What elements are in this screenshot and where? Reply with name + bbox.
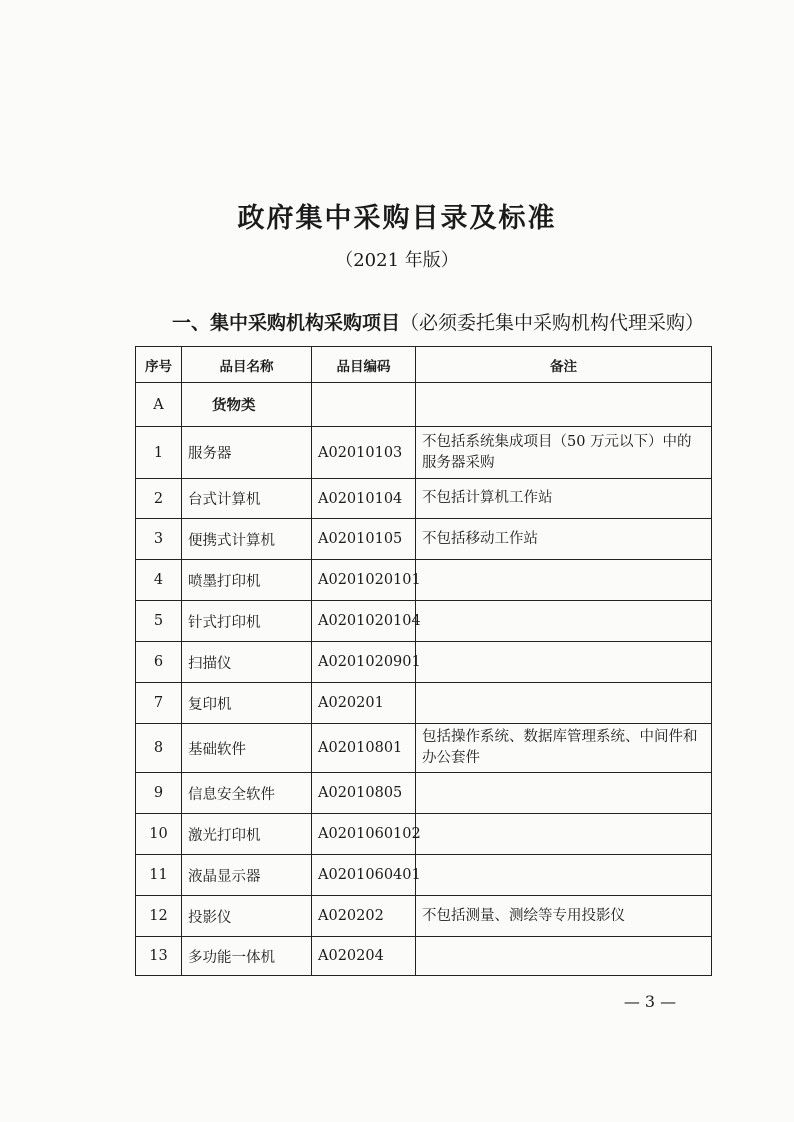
row-note [416, 683, 712, 724]
table-row [136, 642, 712, 683]
row-item-code: A020204 [312, 937, 416, 976]
table-header-row [136, 347, 712, 383]
row-item-name: 复印机 [182, 683, 312, 724]
page-number: — 3 — [623, 992, 677, 1011]
row-item-code: A0201060102 [312, 814, 416, 855]
section-head-text: 一、集中采购机构采购项目 [172, 312, 401, 334]
category-name: 货物类 [182, 383, 312, 427]
row-item-code: A02010801 [312, 724, 416, 773]
section-heading [172, 308, 772, 335]
row-item-name: 台式计算机 [182, 479, 312, 519]
row-item-name: 扫描仪 [182, 642, 312, 683]
row-note [416, 560, 712, 601]
row-seq: 3 [136, 519, 182, 560]
table-row [136, 937, 712, 976]
row-note: 不包括测量、测绘等专用投影仪 [416, 896, 712, 937]
table-row [136, 896, 712, 937]
row-seq: 4 [136, 560, 182, 601]
row-note [416, 642, 712, 683]
row-seq: 2 [136, 479, 182, 519]
row-seq: 13 [136, 937, 182, 976]
row-note: 不包括系统集成项目（50 万元以下）中的服务器采购 [416, 427, 712, 479]
row-seq: 5 [136, 601, 182, 642]
header-note: 备注 [416, 347, 712, 383]
row-item-code: A020202 [312, 896, 416, 937]
row-note [416, 814, 712, 855]
row-item-name: 便携式计算机 [182, 519, 312, 560]
category-code [312, 383, 416, 427]
row-note [416, 937, 712, 976]
row-note: 不包括移动工作站 [416, 519, 712, 560]
row-item-name: 投影仪 [182, 896, 312, 937]
document-title: 政府集中采购目录及标准 [237, 203, 557, 234]
row-seq: 9 [136, 773, 182, 814]
section-note-text: （必须委托集中采购机构代理采购） [400, 312, 705, 334]
row-item-code: A0201020104 [312, 601, 416, 642]
table-row [136, 683, 712, 724]
category-note [416, 383, 712, 427]
row-item-name: 基础软件 [182, 724, 312, 773]
table-row [136, 773, 712, 814]
row-item-name: 多功能一体机 [182, 937, 312, 976]
table-row [136, 479, 712, 519]
row-seq: 11 [136, 855, 182, 896]
row-note: 包括操作系统、数据库管理系统、中间件和办公套件 [416, 724, 712, 773]
row-item-code: A02010104 [312, 479, 416, 519]
row-seq: 1 [136, 427, 182, 479]
table-row [136, 814, 712, 855]
header-item-code: 品目编码 [312, 347, 416, 383]
row-item-name: 信息安全软件 [182, 773, 312, 814]
table-row [136, 560, 712, 601]
row-item-code: A0201060401 [312, 855, 416, 896]
row-item-code: A0201020901 [312, 642, 416, 683]
row-item-code: A020201 [312, 683, 416, 724]
procurement-table [135, 346, 712, 976]
table-row [136, 427, 712, 479]
category-seq: A [136, 383, 182, 427]
table-row [136, 724, 712, 773]
row-note: 不包括计算机工作站 [416, 479, 712, 519]
row-item-name: 喷墨打印机 [182, 560, 312, 601]
table-row [136, 855, 712, 896]
table-row [136, 601, 712, 642]
row-item-code: A02010105 [312, 519, 416, 560]
row-item-name: 液晶显示器 [182, 855, 312, 896]
category-row [136, 383, 712, 427]
document-edition: （2021 年版） [335, 250, 459, 271]
row-note [416, 773, 712, 814]
row-item-code: A02010805 [312, 773, 416, 814]
header-seq: 序号 [136, 347, 182, 383]
row-note [416, 855, 712, 896]
row-seq: 6 [136, 642, 182, 683]
row-item-code: A0201020101 [312, 560, 416, 601]
row-note [416, 601, 712, 642]
row-seq: 12 [136, 896, 182, 937]
row-item-code: A02010103 [312, 427, 416, 479]
row-item-name: 服务器 [182, 427, 312, 479]
row-seq: 7 [136, 683, 182, 724]
row-seq: 8 [136, 724, 182, 773]
row-item-name: 针式打印机 [182, 601, 312, 642]
table-row [136, 519, 712, 560]
row-item-name: 激光打印机 [182, 814, 312, 855]
row-seq: 10 [136, 814, 182, 855]
header-item-name: 品目名称 [182, 347, 312, 383]
